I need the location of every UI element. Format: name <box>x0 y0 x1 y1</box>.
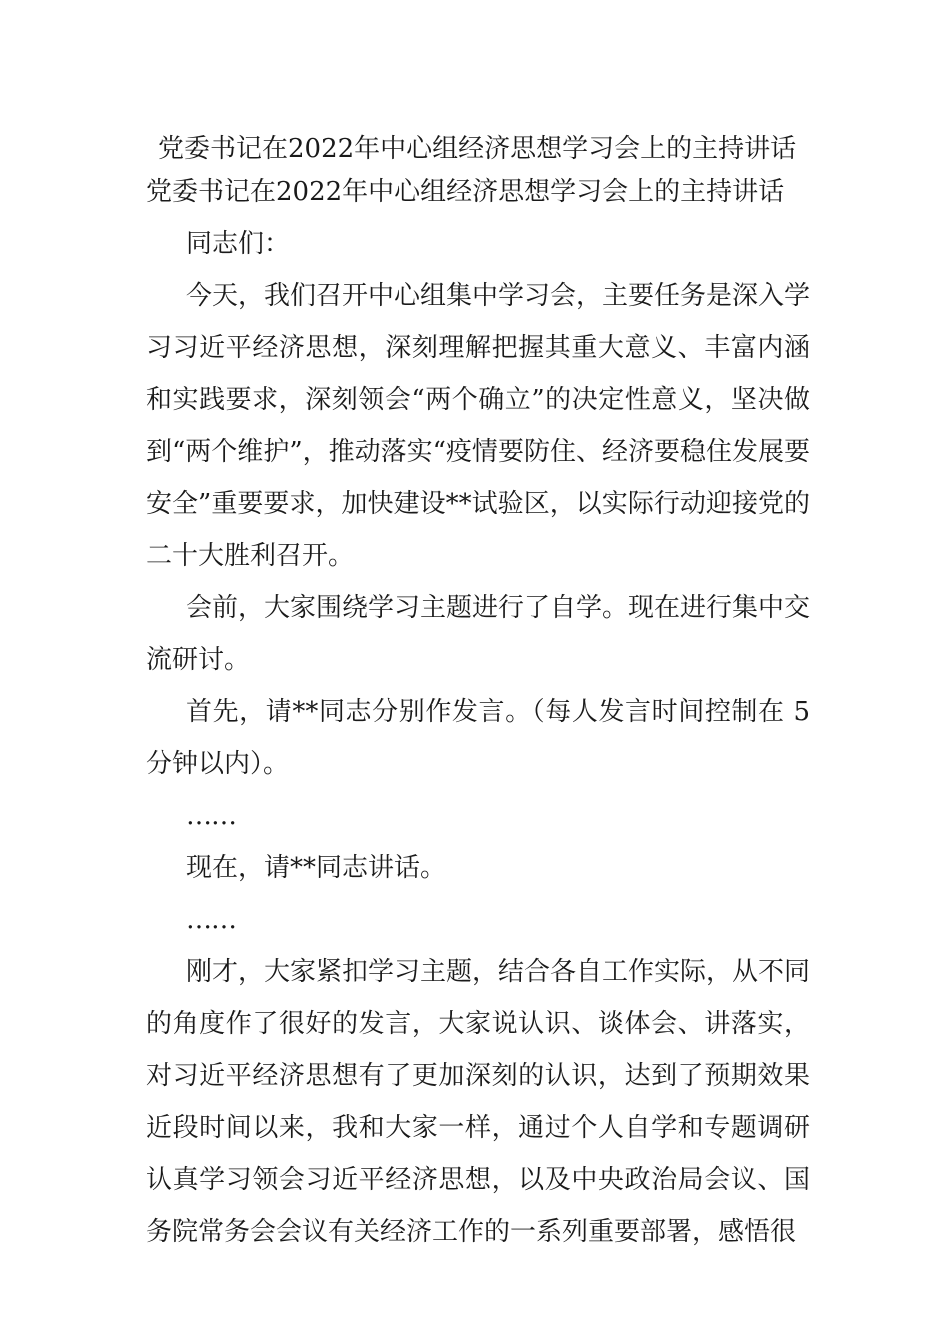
paragraph-summary: 刚才，大家紧扣学习主题，结合各自工作实际，从不同的角度作了很好的发言，大家说认识、谈体会、讲落实，对习近平经济思想有了更加深刻的认识，达到了预期效果近段时间以来，我和大家一样，通过个人自学和专题调研认真学习领会习近平经济思想，以及中央政治局会议、国务院常务会会议有关经济工作的一系列重要部署，感悟很 <box>146 957 811 1247</box>
greeting: 同志们： <box>186 229 291 259</box>
document-body <box>146 128 810 1258</box>
paragraph-speaking-order: 首先，请**同志分别作发言。（每人发言时间控制在 5 分钟以内）。 <box>146 697 810 779</box>
document-title-repeat: 党委书记在2022年中心组经济思想学习会上的主持讲话 <box>146 177 785 207</box>
ellipsis-1: …… <box>186 801 236 831</box>
ellipsis-2: …… <box>186 905 236 935</box>
paragraph-self-study: 会前，大家围绕学习主题进行了自学。现在进行集中交流研讨。 <box>146 593 811 675</box>
document-title: 党委书记在2022年中心组经济思想学习会上的主持讲话 <box>158 134 797 164</box>
paragraph-invite-speech: 现在，请**同志讲话。 <box>186 853 447 883</box>
paragraph-opening: 今天，我们召开中心组集中学习会，主要任务是深入学习习近平经济思想，深刻理解把握其重大意义、丰富内涵和实践要求，深刻领会“两个确立”的决定性意义，坚决做到“两个维护”，推动落实“疫情要防住、经济要稳住发展要安全”重要要求，加快建设**试验区，以实际行动迎接党的二十大胜利召开。 <box>146 281 811 571</box>
